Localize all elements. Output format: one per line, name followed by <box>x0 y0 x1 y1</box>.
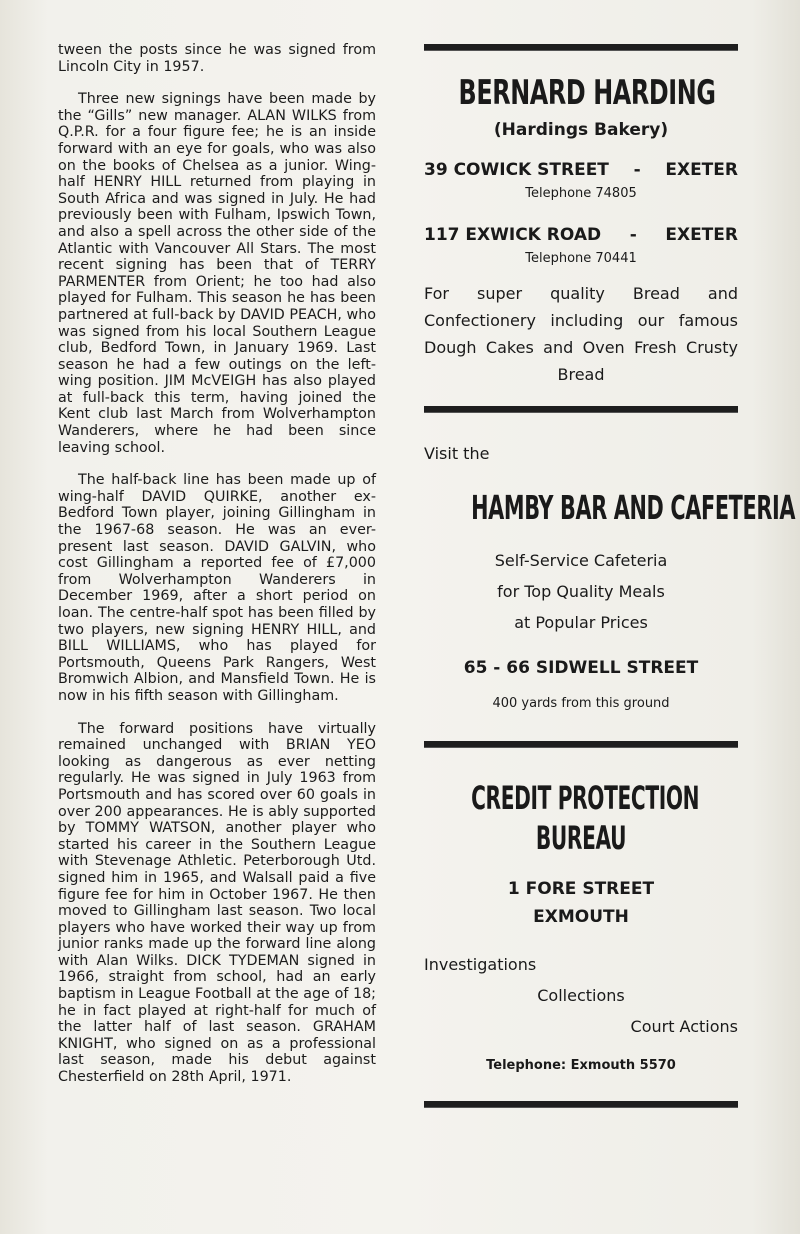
article-paragraph: Three new signings have been made by the “Gills” new manager. ALAN WILKS from Q.P.R. for a four figure fee; he is an inside forward with an eye for goals, who was also on the books of Chelsea as a junior. Wing-half HENRY HILL returned from playing in South Africa and was signed in July. He had previously been with Fulham, Ipswich Town, and also a spell across the other side of the Atlantic with Vancouver All Stars. The most recent signing has been that of TERRY PARMENTER from Orient; he too had also played for Fulham. This season he has been partnered at full-back by DAVID PEACH, who was signed from his local Southern League club, Bedford Town, in January 1969. Last season he had a few outings on the left-wing position. JIM McVEIGH has also played at full-back this term, having joined the Kent club last March from Wolverhampton Wanderers, where he had been since leaving school. <box>58 91 376 456</box>
credit-ad <box>424 779 738 1073</box>
article-paragraph: The forward positions have virtually remained unchanged with BRIAN YEO looking as dangerous as ever netting regularly. He was signed in July 1963 from Portsmouth and has scored over 60 goals in over 200 appearances. He is ably supported by TOMMY WATSON, another player who started his career in the Southern League with Stevenage Athletic. Peterborough Utd. signed him in 1965, and Walsall paid a five figure fee for him in October 1967. He then moved to Gillingham last season. Two local players who have worked their way up from junior ranks made up the forward line along with Alan Wilks. DICK TYDEMAN signed in 1966, straight from school, had an early baptism in League Football at the age of 18; he in fact played at right-half for much of the latter half of last season. GRAHAM KNIGHT, who signed on as a professional last season, made his debut against Chesterfield on 28th April, 1971. <box>58 720 376 1086</box>
divider-rule <box>424 741 738 747</box>
harding-description: For super quality Bread and Confectionery including our famous Dough Cakes and Oven Fresh Crusty Bread <box>424 284 738 384</box>
harding-telephone-2: Telephone 70441 <box>525 251 637 266</box>
credit-title-line-1: CREDIT PROTECTION <box>471 779 700 817</box>
address-dash: - <box>629 225 637 245</box>
hamby-ad <box>424 444 796 711</box>
divider-rule <box>424 1101 738 1107</box>
harding-title: BERNARD HARDING <box>458 73 716 113</box>
credit-address: 1 FORE STREET <box>507 879 655 899</box>
hamby-line-2: for Top Quality Meals <box>497 582 665 601</box>
hamby-visit: Visit the <box>424 444 490 463</box>
hamby-line-1: Self-Service Cafeteria <box>494 551 668 570</box>
article-paragraph: The half-back line has been made up of wing-half DAVID QUIRKE, another ex-Bedford Town player, joining Gillingham in the 1967-68 season. He was an ever-present last season. DAVID GALVIN, who cost Gillingham a reported fee of £7,000 from Wolverhampton Wanderers in December 1969, after a short period on loan. The centre-half spot has been filled by two players, new signing HENRY HILL, and BILL WILLIAMS, who has played for Portsmouth, Queens Park Rangers, West Bromwich Albion, and Mansfield Town. He is now in his fifth season with Gillingham. <box>58 472 376 704</box>
harding-telephone-1: Telephone 74805 <box>525 186 637 201</box>
hamby-address: 65 - 66 SIDWELL STREET <box>463 658 699 678</box>
address-dash: - <box>633 160 641 180</box>
credit-telephone: Telephone: Exmouth 5570 <box>486 1058 676 1073</box>
credit-service-1: Investigations <box>424 955 537 974</box>
harding-ad <box>424 74 738 388</box>
credit-title-line-2: BUREAU <box>535 819 627 857</box>
harding-address-1 <box>424 160 738 180</box>
article-paragraph: tween the posts since he was signed from Lincoln City in 1957. <box>58 42 376 75</box>
credit-town: EXMOUTH <box>533 907 629 927</box>
advertisements-column <box>424 42 796 1107</box>
credit-service-2: Collections <box>537 986 625 1005</box>
address-town: EXETER <box>665 225 738 245</box>
address-street: 39 COWICK STREET <box>424 160 609 180</box>
divider-rule <box>424 44 738 50</box>
harding-address-2 <box>424 225 738 245</box>
divider-rule <box>424 406 738 412</box>
hamby-distance-note: 400 yards from this ground <box>492 696 670 711</box>
harding-subtitle: (Hardings Bakery) <box>493 120 669 140</box>
address-town: EXETER <box>665 160 738 180</box>
credit-service-3: Court Actions <box>630 1017 738 1036</box>
hamby-line-3: at Popular Prices <box>514 613 648 632</box>
address-street: 117 EXWICK ROAD <box>424 225 602 245</box>
article-column <box>58 42 376 1102</box>
hamby-title: HAMBY BAR AND CAFETERIA <box>471 488 796 527</box>
